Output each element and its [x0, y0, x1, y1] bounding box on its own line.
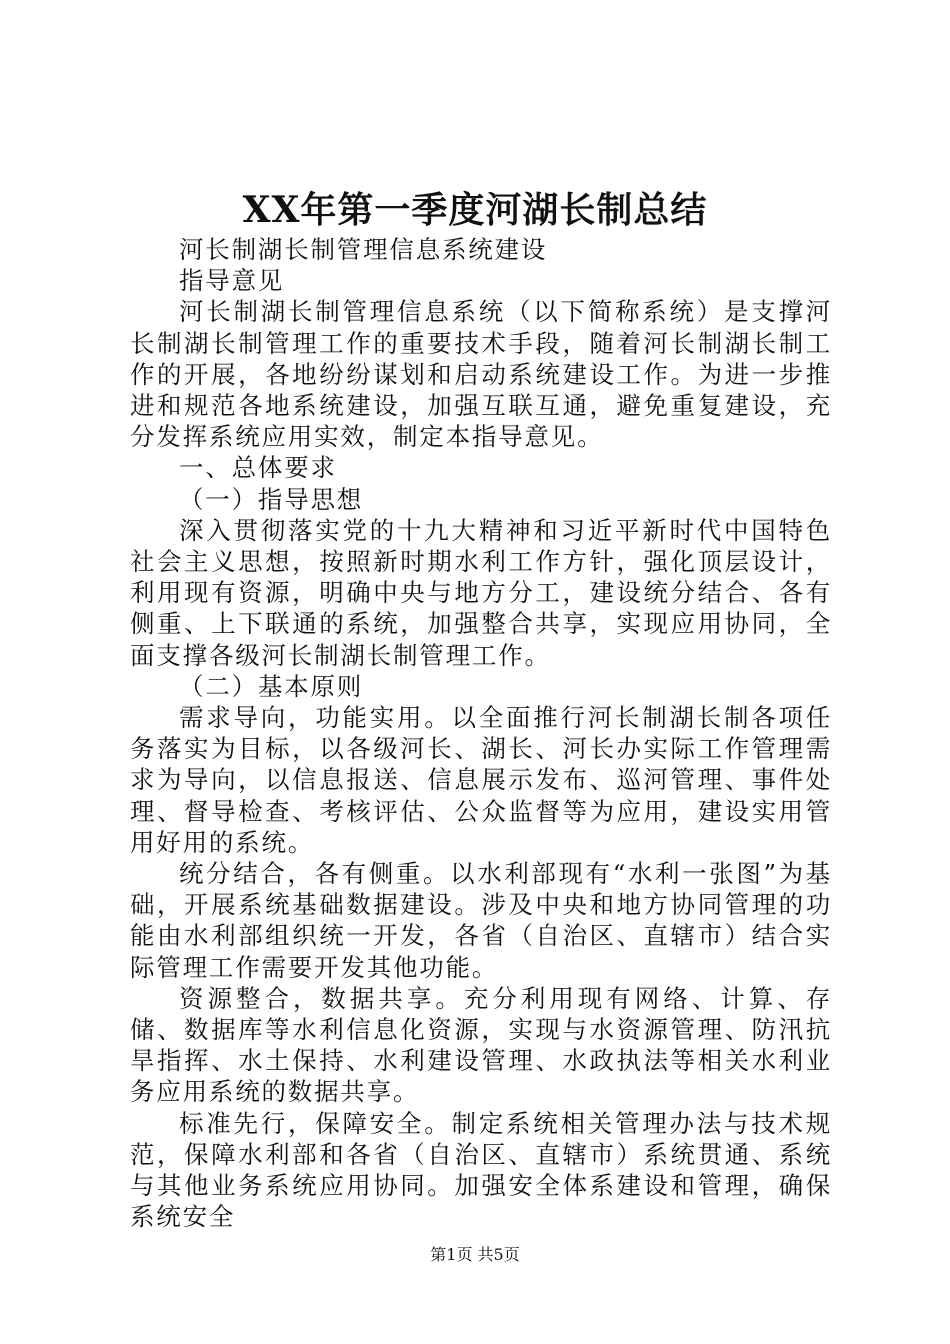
page-number-footer: 第1页 共5页 — [430, 1245, 520, 1264]
section-heading-1: 一、总体要求 — [179, 453, 337, 483]
subsection-heading-1: （一）指导思想 — [179, 484, 364, 514]
paragraph-intro: 河长制湖长制管理信息系统（以下简称系统）是支撑河长制湖长制管理工作的重要技术手段，随着河长制湖长制工作的开展，各地纷纷谋划和启动系统建设工作。为进一步推进和规范各地系统建设，加强互联互通，避免重复建设，充分发挥系统应用实效，制定本指导意见。 — [130, 297, 832, 452]
paragraph-principle-2: 统分结合，各有侧重。以水利部现有“水利一张图”为基础，开展系统基础数据建设。涉及中央和地方协同管理的功能由水利部组织统一开发，各省（自治区、直辖市）结合实际管理工作需要开发其他功能。 — [130, 859, 832, 982]
paragraph-principle-1: 需求导向，功能实用。以全面推行河长制湖长制各项任务落实为目标，以各级河长、湖长、河长办实际工作管理需求为导向，以信息报送、信息展示发布、巡河管理、事件处理、督导检查、考核评估、公众监督等为应用，建设实用管用好用的系统。 — [130, 703, 832, 857]
paragraph-guiding-thought: 深入贯彻落实党的十九大精神和习近平新时代中国特色社会主义思想，按照新时期水利工作方针，强化顶层设计，利用现有资源，明确中央与地方分工，建设统分结合、各有侧重、上下联通的系统，加强整合共享，实现应用协同，全面支撑各级河长制湖长制管理工作。 — [130, 515, 832, 670]
subsection-heading-2: （二）基本原则 — [179, 671, 364, 701]
document-title: XX年第一季度河湖长制总结 — [242, 189, 708, 231]
paragraph-principle-4: 标准先行，保障安全。制定系统相关管理办法与技术规范，保障水利部和各省（自治区、直辖市）系统贯通、系统与其他业务系统应用协同。加强安全体系建设和管理，确保系统安全 — [130, 1108, 832, 1232]
paragraph-subtitle-1: 河长制湖长制管理信息系统建设 — [179, 235, 548, 264]
document-body — [130, 234, 832, 1233]
paragraph-subtitle-2: 指导意见 — [179, 266, 285, 296]
paragraph-principle-3: 资源整合，数据共享。充分利用现有网络、计算、存储、数据库等水利信息化资源，实现与水资源管理、防汛抗旱指挥、水土保持、水利建设管理、水政执法等相关水利业务应用系统的数据共享。 — [130, 983, 832, 1107]
